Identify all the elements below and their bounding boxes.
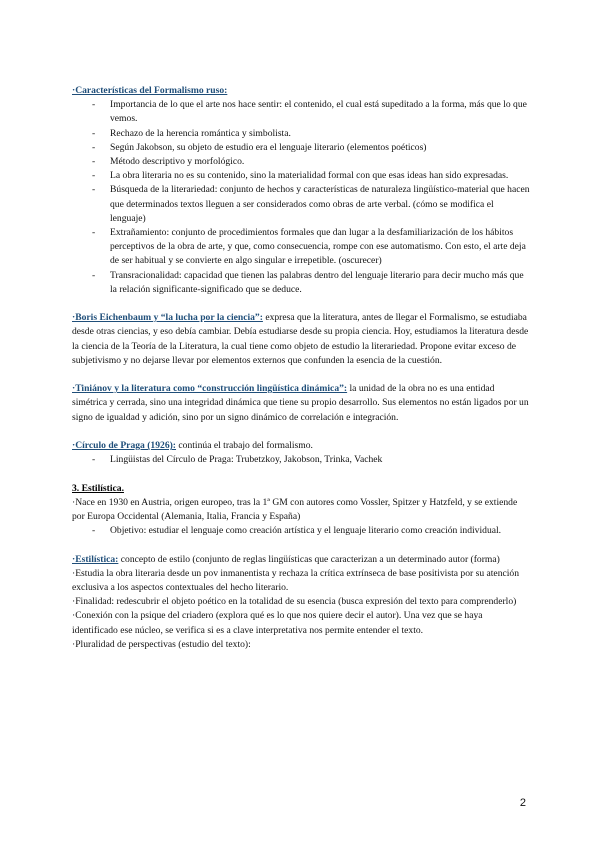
tinianov-title: ·Tiniánov y la literatura como “construcción lingüística dinámica”:	[72, 383, 348, 395]
list-item: - Lingüistas del Círculo de Praga: Trubetzkoy, Jakobson, Trinka, Vachek	[72, 453, 530, 467]
estilistica-list	[72, 524, 530, 538]
formalismo-list	[72, 98, 530, 297]
list-item: - Método descriptivo y morfológico.	[72, 155, 530, 169]
estilistica-text: concepto de estilo (conjunto de reglas lingüísticas que caracterizan a un determinado autor (forma)	[118, 553, 500, 565]
praga-section	[72, 439, 530, 467]
list-item: - Objetivo: estudiar el lenguaje como creación artística y el lenguaje literario como creación individual.	[72, 524, 530, 538]
estilistica-heading: 3. Estilística.	[72, 482, 124, 494]
list-item: - Rechazo de la herencia romántica y simbolista.	[72, 127, 530, 141]
list-item: - Extrañamiento: conjunto de procedimientos formales que dan lugar a la desfamiliarización de los hábitos perceptivos de la obra de arte, y que, como consecuencia, rompe con ese automatismo. Con esto, el arte deja de ser habitual y se convierte en algo singular e irrepetible. (oscurecer)	[72, 226, 530, 269]
estilistica-line: ·Estudia la obra literaria desde un pov inmanentista y rechaza la crítica extrínseca de base positivista por su atención exclusiva a los aspectos contextuales del hecho literario.	[72, 567, 520, 594]
tinianov-paragraph	[72, 382, 530, 425]
eichenbaum-text: expresa que la literatura, antes de llegar el Formalismo, se estudiaba desde otras ciencias, y eso debía cambiar. Debía estudiarse desde su propia ciencia. Hoy, estudiamos la literatura desde la ciencia de la Teoría de la Literatura, la cual tiene como objeto de estudio la literariedad. Propone evitar exceso de subjetivismo y no dejarse llevar por elementos externos que confunden la esencia de la cuestión.	[72, 312, 529, 366]
list-item: - Búsqueda de la literariedad: conjunto de hechos y características de naturaleza lingüístico-material que hacen que determinados textos lleguen a ser considerados como obras de arte verbal. (cómo se modifica el lenguaje)	[72, 183, 530, 226]
list-item: - Transracionalidad: capacidad que tienen las palabras dentro del lenguaje literario para decir mucho más que la relación significante-significado que se deduce.	[72, 269, 530, 297]
formalismo-title: ·Características del Formalismo ruso:	[72, 85, 228, 96]
list-item: - Según Jakobson, su objeto de estudio era el lenguaje literario (elementos poéticos)	[72, 141, 530, 155]
page-number: 2	[519, 797, 526, 809]
estilistica-section	[72, 553, 530, 652]
praga-title: ·Círculo de Praga (1926):	[72, 440, 177, 452]
list-item: - Importancia de lo que el arte nos hace sentir: el contenido, el cual está supeditado a la forma, más que lo que vemos.	[72, 98, 530, 126]
estilistica-intro: ·Nace en 1930 en Austria, origen europeo, tras la 1ª GM con autores como Vossler, Spitzer y Hatzfeld, y se extiende por Europa Occidental (Alemania, Italia, Francia y España)	[72, 496, 518, 523]
estilistica-line: ·Finalidad: redescubrir el objeto poético en la totalidad de su esencia (busca expresión del texto para comprenderlo)	[72, 596, 517, 608]
eichenbaum-title: ·Boris Eichenbaum y “la lucha por la ciencia”:	[72, 312, 263, 324]
page-content	[72, 84, 530, 652]
praga-list	[72, 453, 530, 467]
list-item: - La obra literaria no es su contenido, sino la materialidad formal con que esas ideas han sido expresadas.	[72, 169, 530, 183]
estilistica-title: ·Estilística:	[72, 553, 119, 565]
formalismo-section	[72, 84, 530, 297]
eichenbaum-paragraph	[72, 311, 530, 368]
estilistica-line: ·Pluralidad de perspectivas (estudio del texto):	[72, 638, 251, 650]
estilistica-line: ·Conexión con la psique del criadero (explora qué es lo que nos quiere decir el autor). Una vez que se haya identificado ese núcleo, se verifica si es a clave interpretativa nos permite entender el texto.	[72, 610, 483, 636]
tinianov-text: la unidad de la obra no es una entidad simétrica y cerrada, sino una integridad dinámica que tiene su propio desarrollo. Sus elementos no están ligados por un signo de igualdad y adición, sino por un signo dinámico de correlación e integración.	[72, 383, 529, 423]
praga-text: continúa el trabajo del formalismo.	[176, 440, 313, 452]
